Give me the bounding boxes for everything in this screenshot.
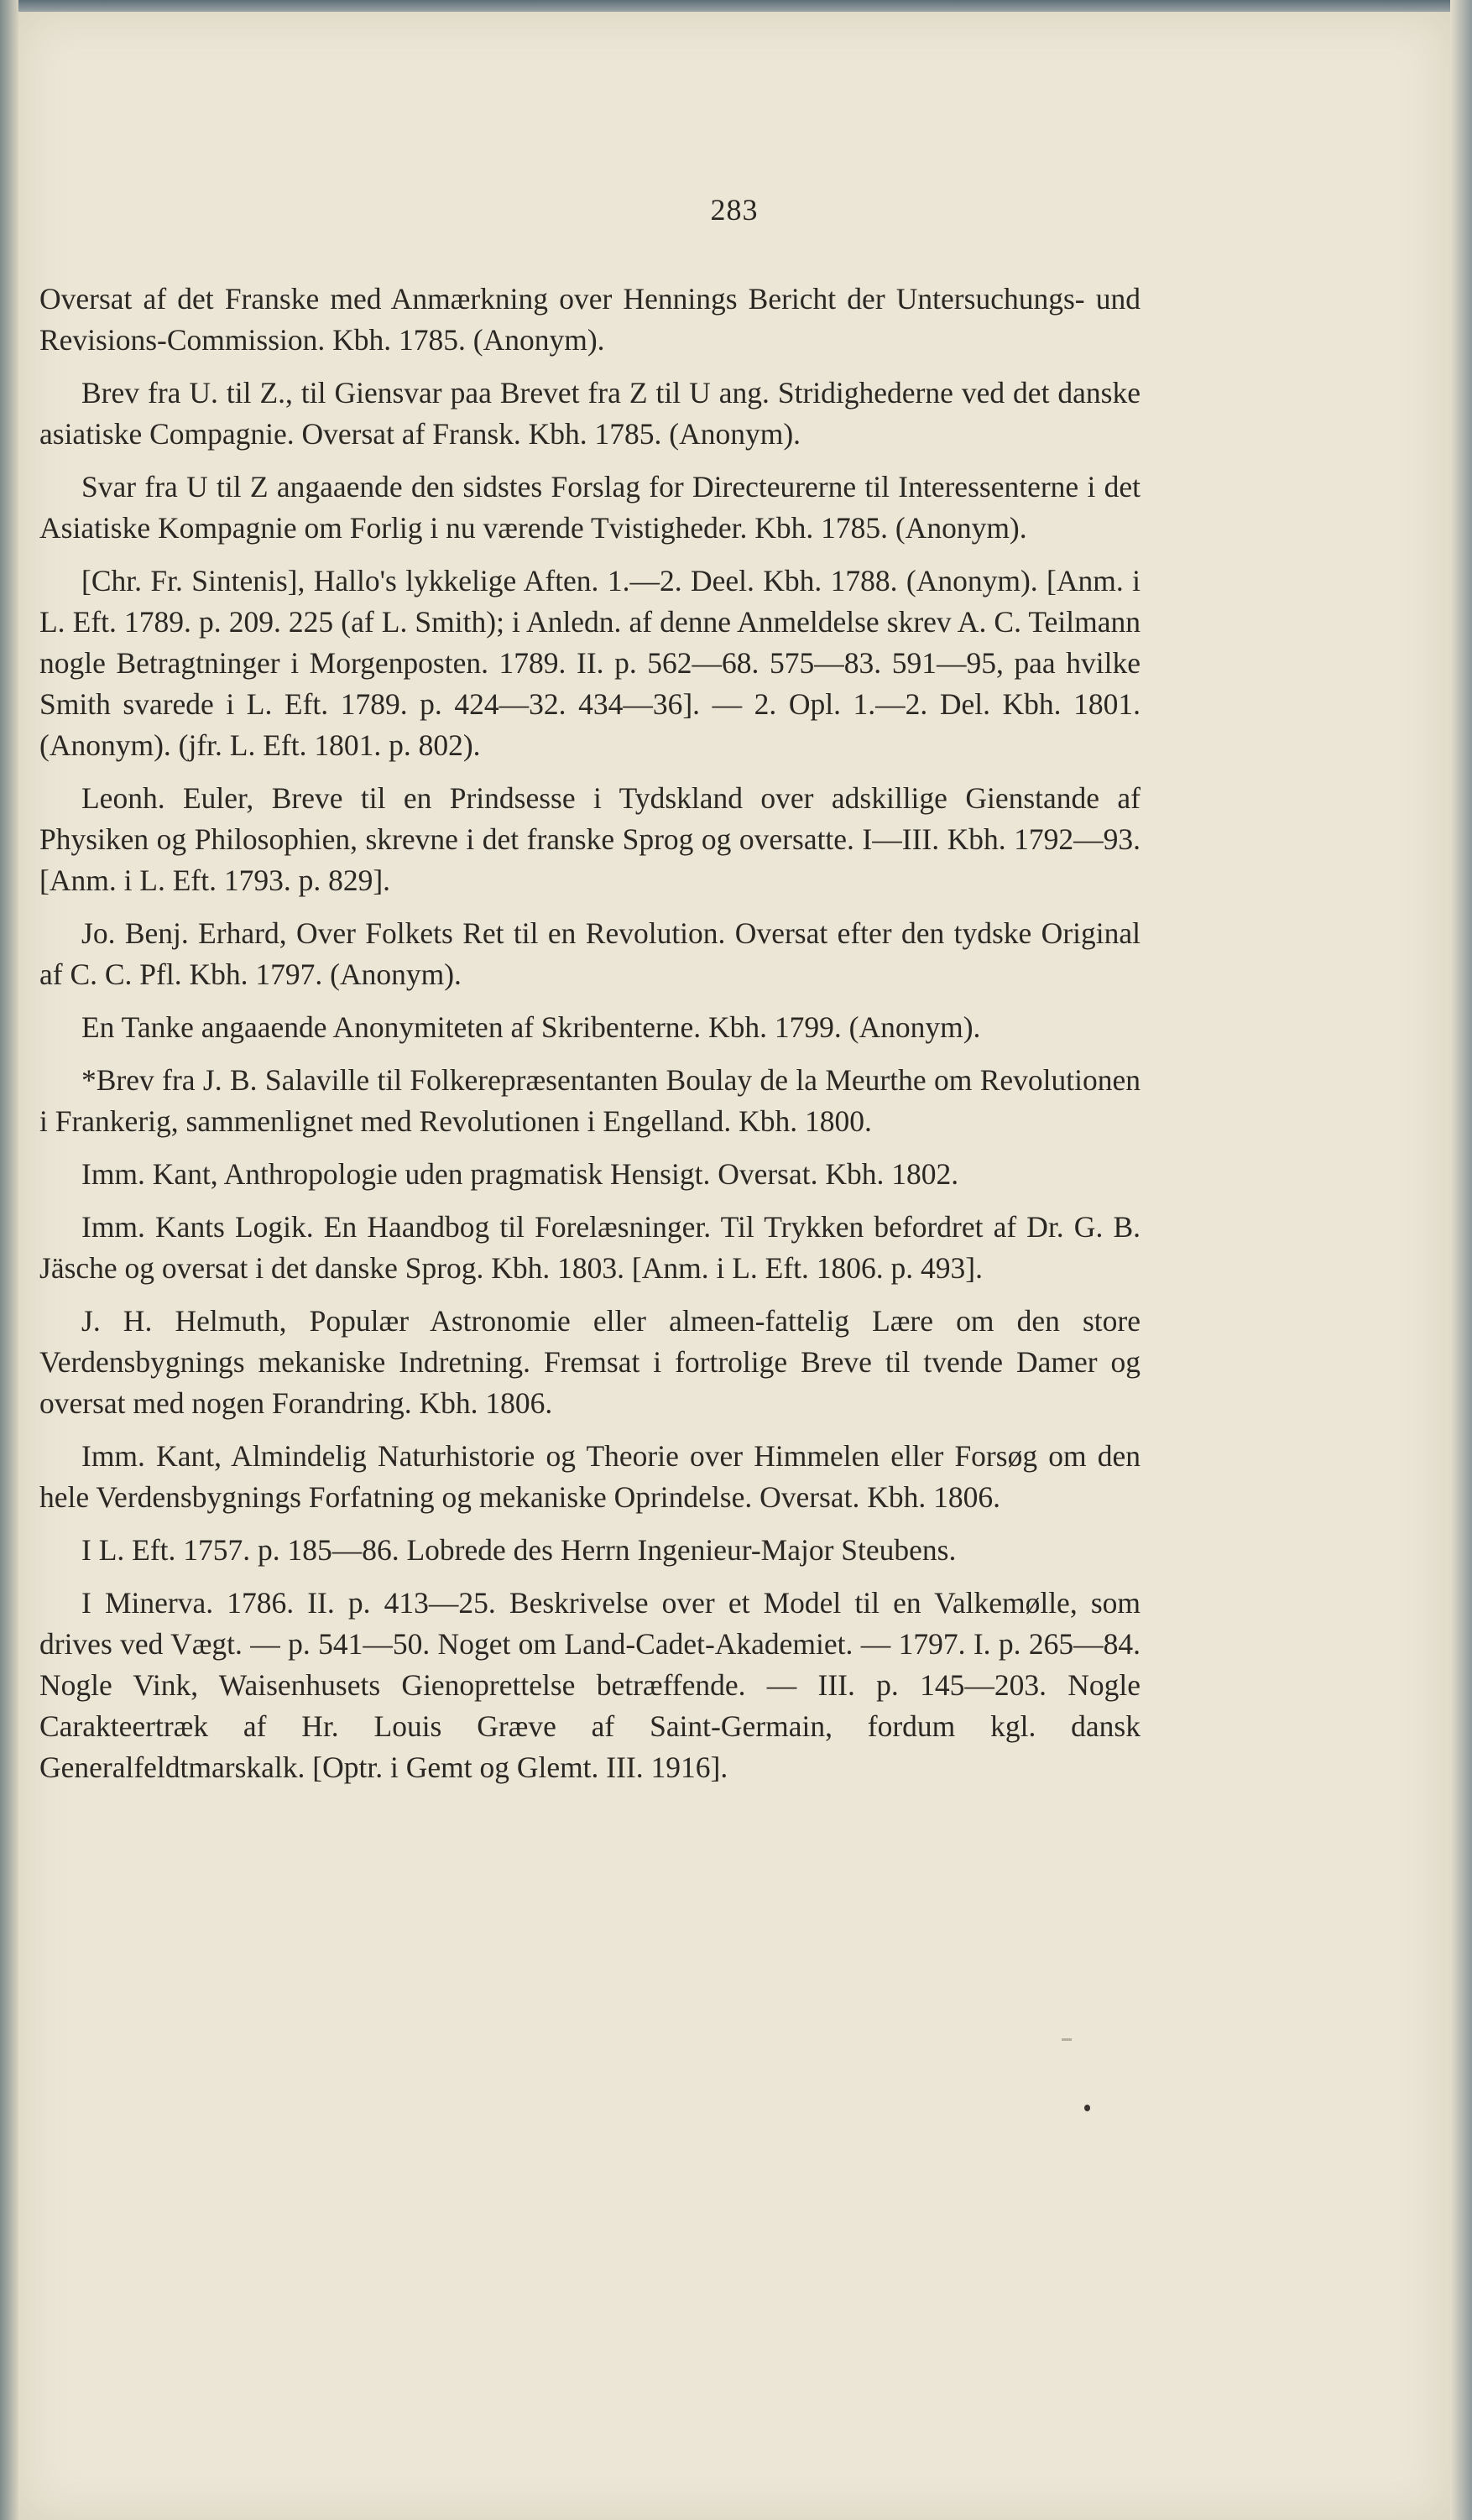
book-page: [18, 12, 1450, 2520]
bibliography-entry: Brev fra U. til Z., til Giensvar paa Brevet fra Z til U ang. Stridighederne ved det danske asiatiske Compagnie. Oversat af Fransk. Kbh. 1785. (Anonym).: [39, 376, 1141, 451]
bibliography-entry: Imm. Kant, Almindelig Naturhistorie og Theorie over Himmelen eller Forsøg om den hele Verdensbygnings Forfatning og mekaniske Oprindelse. Oversat. Kbh. 1806.: [39, 1439, 1141, 1514]
bibliography-entry: Oversat af det Franske med Anmærkning over Hennings Bericht der Untersuchungs- und Revisions-Commission. Kbh. 1785. (Anonym).: [39, 282, 1141, 357]
scan-edge-left: [0, 0, 18, 2520]
bibliography-entry: Jo. Benj. Erhard, Over Folkets Ret til en Revolution. Oversat efter den tydske Original af C. C. Pfl. Kbh. 1797. (Anonym).: [39, 916, 1141, 991]
bibliography-entry: *Brev fra J. B. Salaville til Folkerepræsentanten Boulay de la Meurthe om Revolutionen i Frankerig, sammenlignet med Revolutionen i Engelland. Kbh. 1800.: [39, 1063, 1141, 1138]
bibliography-entry: Leonh. Euler, Breve til en Prindsesse i Tydskland over adskillige Gienstande af Physiken og Philosophien, skrevne i det franske Sprog og oversatte. I—III. Kbh. 1792—93. [Anm. i L. Eft. 1793. p. 829].: [39, 781, 1141, 897]
bibliography-text: [39, 279, 1141, 1800]
page-number: 283: [710, 193, 759, 227]
bibliography-entry: I L. Eft. 1757. p. 185—86. Lobrede des Herrn Ingenieur-Major Steubens.: [81, 1533, 957, 1567]
bibliography-entry: J. H. Helmuth, Populær Astronomie eller almeen-fattelig Lære om den store Verdensbygnings mekaniske Indretning. Fremsat i fortrolige Breve til tvende Damer og oversat med nogen Forandring. Kbh. 1806.: [39, 1304, 1141, 1420]
bibliography-entry: [Chr. Fr. Sintenis], Hallo's lykkelige Aften. 1.—2. Deel. Kbh. 1788. (Anonym). [Anm. i L. Eft. 1789. p. 209. 225 (af L. Smith); i Anledn. af denne Anmeldelse skrev A. C. Teilmann nogle Betragtninger i Morgenposten. 1789. II. p. 562—68. 575—83. 591—95, paa hvilke Smith svarede i L. Eft. 1789. p. 424—32. 434—36]. — 2. Opl. 1.—2. Del. Kbh. 1801. (Anonym). (jfr. L. Eft. 1801. p. 802).: [39, 564, 1141, 762]
paper-speck: [1062, 2038, 1072, 2041]
scan-edge-top: [0, 0, 1472, 12]
bibliography-entry: Imm. Kant, Anthropologie uden pragmatisk Hensigt. Oversat. Kbh. 1802.: [81, 1157, 959, 1191]
scan-edge-right: [1450, 0, 1472, 2520]
bibliography-entry: En Tanke angaaende Anonymiteten af Skribenterne. Kbh. 1799. (Anonym).: [81, 1010, 981, 1044]
bibliography-entry: Svar fra U til Z angaaende den sidstes Forslag for Directeurerne til Interessenterne i det Asiatiske Kompagnie om Forlig i nu værende Tvistigheder. Kbh. 1785. (Anonym).: [39, 470, 1141, 545]
ink-dot: [1084, 2105, 1090, 2111]
bibliography-entry: Imm. Kants Logik. En Haandbog til Forelæsninger. Til Trykken befordret af Dr. G. B. Jäsche og oversat i det danske Sprog. Kbh. 1803. [Anm. i L. Eft. 1806. p. 493].: [39, 1210, 1141, 1285]
bibliography-entry: I Minerva. 1786. II. p. 413—25. Beskrivelse over et Model til en Valkemølle, som drives ved Vægt. — p. 541—50. Noget om Land-Cadet-Akademiet. — 1797. I. p. 265—84. Nogle Vink, Waisenhusets Gienoprettelse betræffende. — III. p. 145—203. Nogle Carakteertræk af Hr. Louis Græve af Saint-Germain, fordum kgl. dansk Generalfeldtmarskalk. [Optr. i Gemt og Glemt. III. 1916].: [39, 1586, 1141, 1784]
